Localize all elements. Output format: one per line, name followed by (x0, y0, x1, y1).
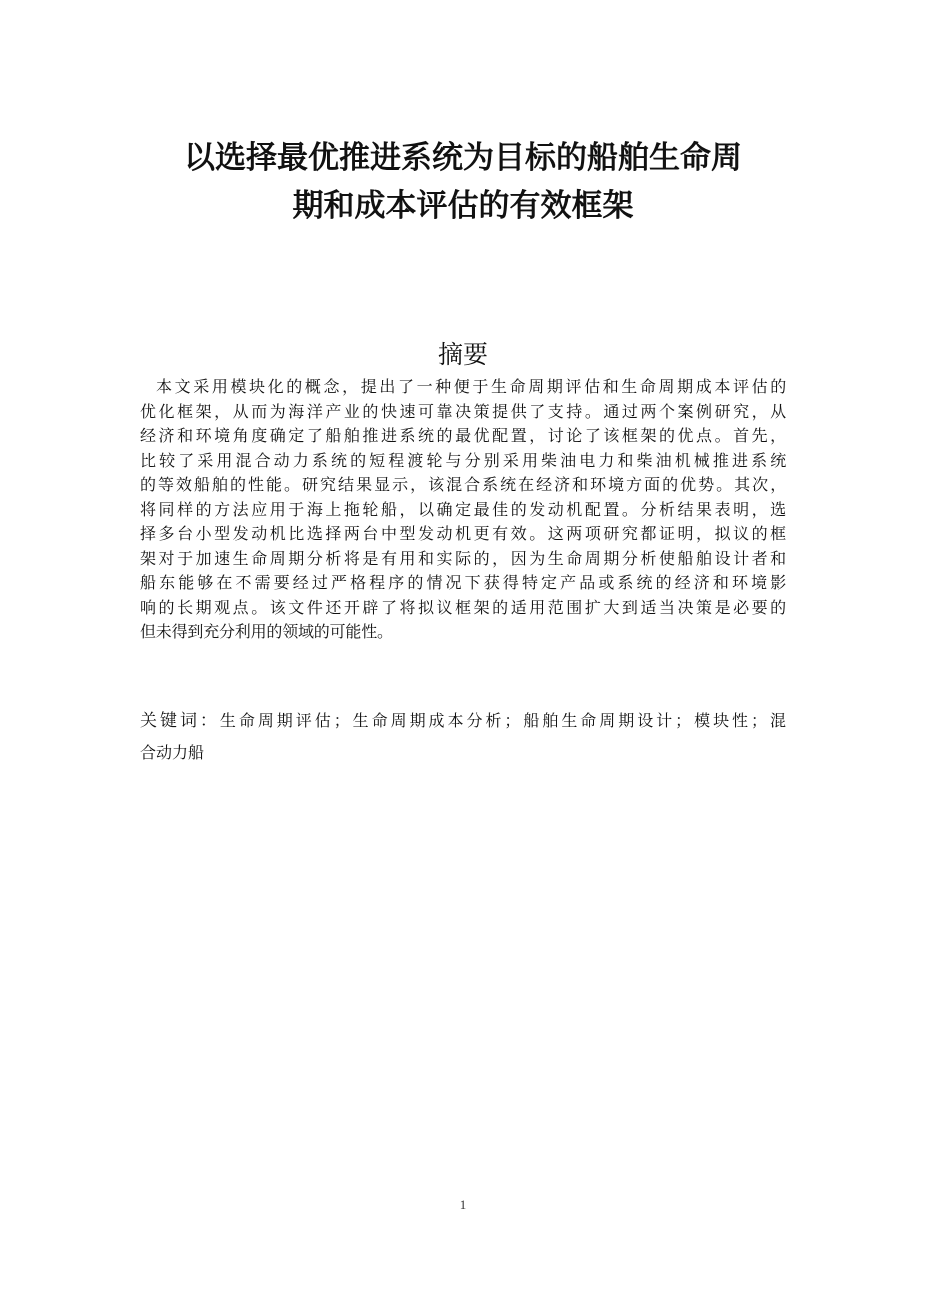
paper-title (140, 134, 786, 230)
abstract-line: 架对于加速生命周期分析将是有用和实际的，因为生命周期分析使船舶设计者和 (140, 548, 786, 568)
keywords-text-1: 生命周期评估；生命周期成本分析；船舶生命周期设计；模块性；混 (219, 711, 786, 730)
abstract-line: 择多台小型发动机比选择两台中型发动机更有效。这两项研究都证明，拟议的框 (140, 524, 786, 543)
abstract-line: 比较了采用混合动力系统的短程渡轮与分别采用柴油电力和柴油机械推进系统 (140, 450, 786, 470)
abstract-line: 经济和环境角度确定了船舶推进系统的最优配置，讨论了该框架的优点。首先， (140, 426, 786, 445)
keywords-line-1 (140, 705, 786, 737)
keywords-text-2: 合动力船 (140, 743, 205, 762)
abstract-line: 船东能够在不需要经过严格程序的情况下获得特定产品或系统的经济和环境影 (140, 573, 786, 592)
abstract-body (140, 375, 786, 645)
abstract-line: 的等效船舶的性能。研究结果显示，该混合系统在经济和环境方面的优势。其次， (140, 475, 786, 494)
abstract-line: 但未得到充分利用的领域的可能性。 (140, 622, 393, 641)
abstract-line: 响的长期观点。该文件还开辟了将拟议框架的适用范围扩大到适当决策是必要的 (140, 597, 786, 617)
title-line-2: 期和成本评估的有效框架 (292, 188, 634, 224)
page-number: 1 (459, 1197, 467, 1212)
abstract-line: 本文采用模块化的概念，提出了一种便于生命周期评估和生命周期成本评估的 (156, 377, 786, 396)
abstract-line: 将同样的方法应用于海上拖轮船，以确定最佳的发动机配置。分析结果表明，选 (140, 499, 786, 519)
abstract-line: 优化框架，从而为海洋产业的快速可靠决策提供了支持。通过两个案例研究，从 (140, 401, 786, 421)
keywords-label: 关键词： (140, 711, 220, 731)
abstract-heading: 摘要 (437, 340, 488, 369)
title-line-1: 以选择最优推进系统为目标的船舶生命周 (184, 140, 742, 176)
keywords-section (140, 705, 786, 769)
